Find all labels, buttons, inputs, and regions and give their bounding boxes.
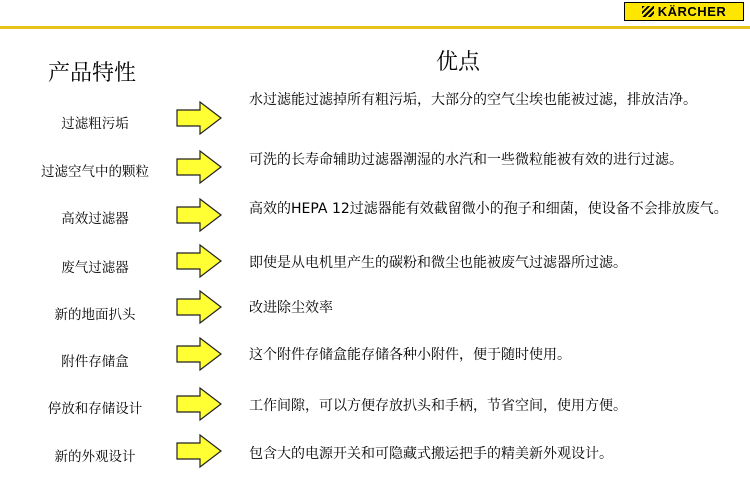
right-arrow-icon bbox=[176, 387, 222, 421]
advantages-heading: 优点 bbox=[436, 50, 481, 75]
right-arrow-icon bbox=[176, 198, 222, 232]
right-arrow-icon bbox=[176, 434, 222, 468]
feature-label: 停放和存储设计 bbox=[47, 401, 143, 417]
top-divider-line bbox=[0, 26, 750, 29]
feature-label: 新的外观设计 bbox=[54, 449, 136, 465]
advantage-text: 即使是从电机里产生的碳粉和微尘也能被废气过滤器所过滤。 bbox=[249, 255, 627, 271]
feature-label: 高效过滤器 bbox=[61, 211, 129, 227]
right-arrow-icon bbox=[176, 290, 222, 324]
feature-label: 新的地面扒头 bbox=[54, 307, 136, 323]
right-arrow-icon bbox=[176, 244, 222, 278]
top-bar bbox=[0, 0, 750, 30]
right-arrow-icon bbox=[176, 101, 222, 135]
advantage-text: 水过滤能过滤掉所有粗污垢，大部分的空气尘埃也能被过滤，排放洁净。 bbox=[249, 92, 697, 108]
right-arrow-icon bbox=[176, 150, 222, 184]
feature-label: 附件存储盒 bbox=[61, 354, 129, 370]
feature-label: 过滤空气中的颗粒 bbox=[41, 164, 149, 180]
advantage-text: 工作间隙，可以方便存放扒头和手柄，节省空间，使用方便。 bbox=[249, 398, 627, 414]
advantage-text: 高效的HEPA 12过滤器能有效截留微小的孢子和细菌，使设备不会排放废气。 bbox=[249, 201, 728, 217]
features-heading: 产品特性 bbox=[48, 61, 137, 86]
advantage-text: 改进除尘效率 bbox=[249, 300, 333, 316]
logo-text: KÄRCHER bbox=[657, 4, 727, 19]
feature-label: 过滤粗污垢 bbox=[61, 116, 129, 132]
advantage-text: 可洗的长寿命辅助过滤器潮湿的水汽和一些微粒能被有效的进行过滤。 bbox=[249, 152, 683, 168]
advantage-text: 这个附件存储盒能存储各种小附件，便于随时使用。 bbox=[249, 347, 571, 363]
karcher-logo bbox=[624, 2, 744, 21]
feature-label: 废气过滤器 bbox=[61, 260, 129, 276]
right-arrow-icon bbox=[176, 337, 222, 371]
logo-stripe-icon bbox=[642, 6, 654, 17]
advantage-text: 包含大的电源开关和可隐藏式搬运把手的精美新外观设计。 bbox=[249, 446, 613, 462]
